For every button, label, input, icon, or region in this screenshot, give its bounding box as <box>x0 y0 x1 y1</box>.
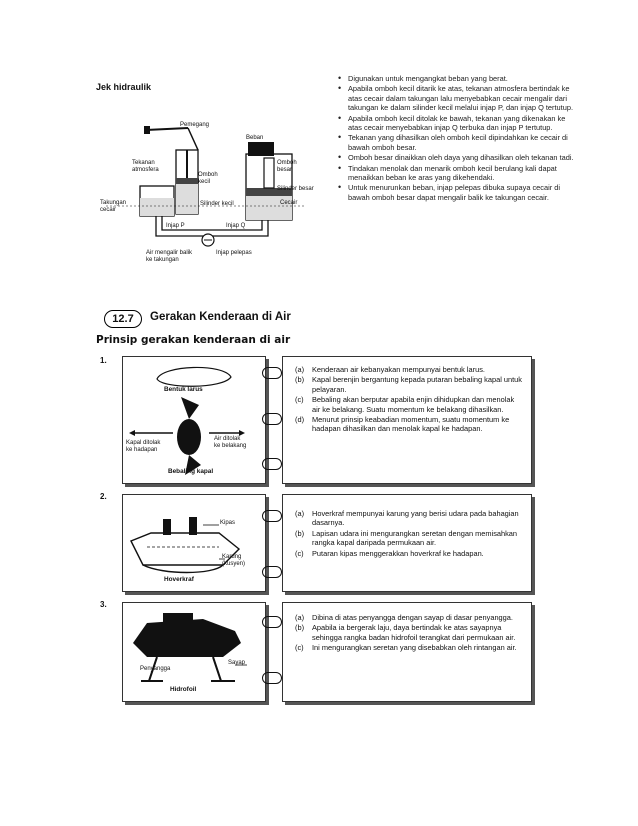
label-liquid: Cecair <box>280 200 298 206</box>
point-text: Menurut prinsip keabadian momentum, suatu momentum ke hadapan dihasilkan dan menolak kapal ke hadapan. <box>312 415 510 434</box>
binder-ring-icon <box>262 367 282 379</box>
item-number: 2. <box>100 492 107 501</box>
list-item <box>295 509 523 528</box>
caption-propeller: Bebaling kapal <box>168 468 214 475</box>
item-number: 3. <box>100 600 107 609</box>
jack-bullet: • Apabila omboh kecil ditarik ke atas, tekanan atmosfera bertindak ke atas cecair dalam takungan lalu menyebabkan cecair mengalir dari takungan ke dalam silinder kecil melalui injap P, dan injap Q tertutup. <box>338 84 578 112</box>
label-big-cylinder: Silinder besar <box>277 186 314 192</box>
ship-propeller-illustration <box>123 357 265 483</box>
section-title: Gerakan Kenderaan di Air <box>150 311 291 323</box>
label-load: Beban <box>246 135 264 141</box>
point-text: Kenderaan air kebanyakan mempunyai bentuk larus. <box>312 365 485 374</box>
caption-wing: Sayap <box>228 660 246 666</box>
point-label: (c) <box>295 643 304 653</box>
point-text: Lapisan udara ini mengurangkan seretan dengan memisahkan rangka kapal daripada permukaan air. <box>312 528 518 548</box>
label-big-piston: Omboh besar <box>277 160 297 173</box>
point-text: Hoverkraf mempunyai karung yang berisi udara pada bahagian dasarnya. <box>312 509 519 528</box>
point-label: (b) <box>295 623 305 633</box>
point-label: (b) <box>295 528 305 538</box>
label-release-valve: Injap pelepas <box>216 250 252 256</box>
item-3-text-panel <box>282 602 532 702</box>
item-2-image-panel <box>122 494 266 592</box>
caption-hydrofoil: Hidrofoil <box>170 686 197 693</box>
caption-streamlined-shape: Bentuk larus <box>164 386 203 393</box>
jack-bullet-list <box>338 74 578 203</box>
binder-ring-icon <box>262 510 282 522</box>
section-number-badge: 12.7 <box>104 310 142 328</box>
list-item <box>295 529 523 548</box>
item-3-points <box>283 603 531 653</box>
item-1-text-panel <box>282 356 532 484</box>
list-item <box>295 623 523 642</box>
jack-bullet: • Tindakan menolak dan menarik omboh kecil berulang kali dapat menaikkan beban ke aras yang dikehendaki. <box>338 164 578 183</box>
item-number: 1. <box>100 356 107 365</box>
item-1-points <box>283 357 531 434</box>
jack-title: Jek hidraulik <box>96 82 152 92</box>
label-atmospheric-pressure: Tekanan atmosfera <box>132 160 159 173</box>
point-text: Apabila ia bergerak laju, daya bertindak ke atas sayapnya sehingga rangka badan hidrofoil terangkat dari permukaan air. <box>312 623 516 642</box>
point-text: Putaran kipas menggerakkan hoverkraf ke hadapan. <box>312 548 484 558</box>
list-item <box>295 375 523 394</box>
label-valve-q: Injap Q <box>226 223 246 229</box>
caption-fan: Kipas <box>220 520 236 526</box>
point-text: Kapal berenjin bergantung kepada putaran bebaling kapal untuk pelayaran. <box>312 375 522 394</box>
label-valve-p: Injap P <box>166 223 185 229</box>
point-label: (b) <box>295 375 305 385</box>
jack-bullet: • Tekanan yang dihasilkan oleh omboh kecil dipindahkan ke cecair di bawah omboh besar. <box>338 133 578 152</box>
binder-ring-icon <box>262 413 282 425</box>
point-text: Bebaling akan berputar apabila enjin dihidupkan dan menolak air ke belakang. Suatu momentum ke belakang dihasilkan. <box>312 395 515 414</box>
jack-bullet: • Digunakan untuk mengangkat beban yang berat. <box>338 74 578 83</box>
point-label: (a) <box>295 509 305 518</box>
jack-bullet: • Apabila omboh kecil ditolak ke bawah, tekanan yang dikenakan ke atas cecair menyebabkan injap Q terbuka dan injap P tertutup. <box>338 114 578 133</box>
point-text: Ini mengurangkan seretan yang disebabkan oleh rintangan air. <box>312 643 517 653</box>
caption-water-pushed: Air ditolak ke belakang <box>214 436 247 449</box>
caption-support: Penyangga <box>140 666 171 672</box>
point-label: (c) <box>295 395 304 405</box>
label-small-piston: Omboh kecil <box>198 172 218 185</box>
binder-ring-icon <box>262 566 282 578</box>
list-item <box>295 365 523 374</box>
item-2-points <box>283 495 531 558</box>
caption-cushion: Karung (kusyen) <box>222 554 246 567</box>
point-label: (a) <box>295 365 305 374</box>
binder-ring-icon <box>262 458 282 470</box>
jack-bullet: • Omboh besar dinaikkan oleh daya yang dihasilkan oleh tekanan tadi. <box>338 153 578 162</box>
label-pump-handle: Pemegang <box>180 122 210 128</box>
caption-ship-pushed: Kapal ditolak ke hadapan <box>126 440 161 453</box>
hovercraft-illustration <box>123 495 265 591</box>
item-1-image-panel <box>122 356 266 484</box>
item-2-text-panel <box>282 494 532 592</box>
list-item <box>295 395 523 414</box>
sub-heading: Prinsip gerakan kenderaan di air <box>96 334 291 346</box>
point-label: (c) <box>295 548 304 558</box>
point-label: (d) <box>295 415 305 425</box>
label-return-flow: Air mengalir balik ke takungan <box>146 250 193 263</box>
binder-ring-icon <box>262 616 282 628</box>
label-reservoir: Takungan cecair <box>100 200 127 213</box>
list-item <box>295 549 523 558</box>
list-item <box>295 415 523 434</box>
caption-hovercraft: Hoverkraf <box>164 576 194 583</box>
jack-bullet: • Untuk menurunkan beban, injap pelepas dibuka supaya cecair di bawah omboh besar dapat mengalir balik ke takungan cecair. <box>338 183 578 202</box>
label-small-cylinder: Silinder kecil <box>200 201 234 207</box>
list-item <box>295 643 523 652</box>
point-text: Dibina di atas penyangga dengan sayap di dasar penyangga. <box>312 613 513 622</box>
list-item <box>295 613 523 622</box>
point-label: (a) <box>295 613 305 622</box>
binder-ring-icon <box>262 672 282 684</box>
